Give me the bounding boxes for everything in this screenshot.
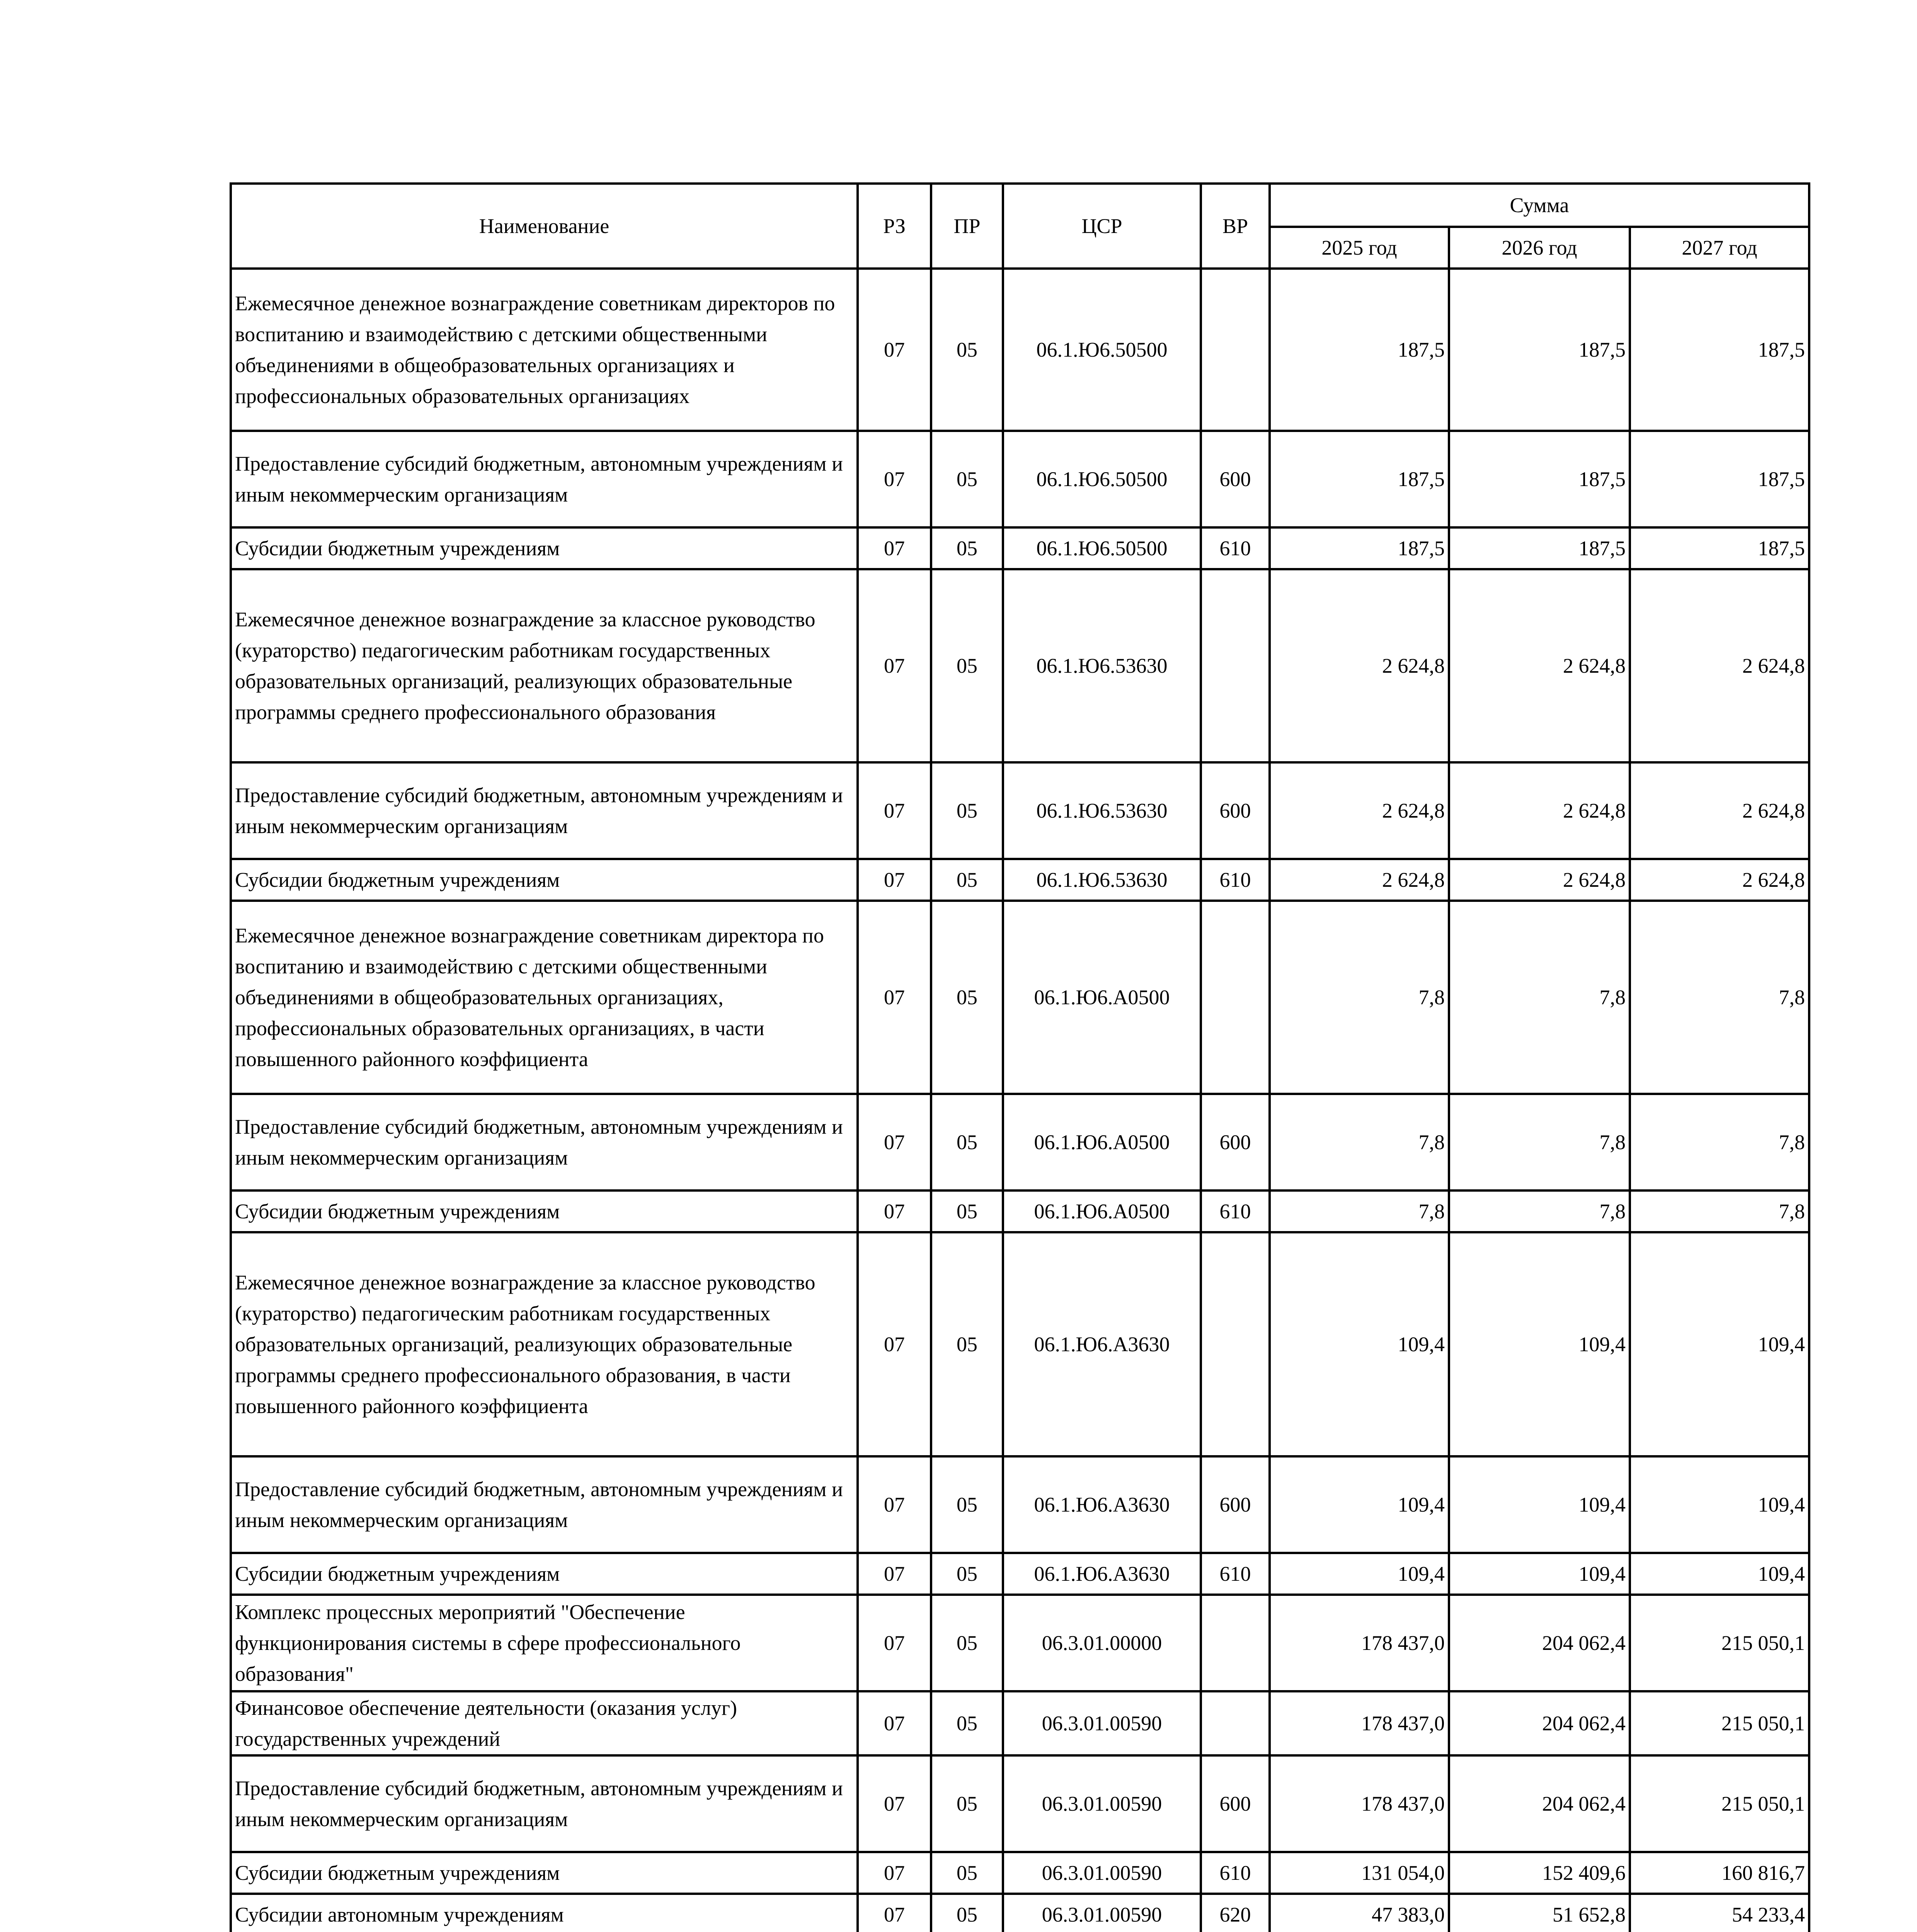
cell-2027: 7,8 xyxy=(1630,901,1809,1094)
cell-2025: 109,4 xyxy=(1270,1456,1449,1553)
cell-name: Предоставление субсидий бюджетным, автономным учреждениям и иным некоммерческим организациям xyxy=(231,1094,858,1190)
cell-vr xyxy=(1201,1691,1270,1755)
cell-vr xyxy=(1201,269,1270,431)
cell-2026: 204 062,4 xyxy=(1449,1691,1630,1755)
cell-vr: 600 xyxy=(1201,762,1270,859)
cell-rz: 07 xyxy=(858,901,931,1094)
cell-2026: 2 624,8 xyxy=(1449,859,1630,901)
cell-name: Предоставление субсидий бюджетным, автономным учреждениям и иным некоммерческим организациям xyxy=(231,431,858,527)
cell-2026: 51 652,8 xyxy=(1449,1894,1630,1932)
cell-2026: 187,5 xyxy=(1449,269,1630,431)
cell-pr: 05 xyxy=(931,1553,1003,1595)
cell-2027: 160 816,7 xyxy=(1630,1852,1809,1894)
cell-2027: 54 233,4 xyxy=(1630,1894,1809,1932)
cell-name: Комплекс процессных мероприятий "Обеспечение функционирования системы в сфере профессионального образования" xyxy=(231,1595,858,1691)
cell-2027: 109,4 xyxy=(1630,1553,1809,1595)
cell-2027: 215 050,1 xyxy=(1630,1691,1809,1755)
table-row xyxy=(231,901,1809,1094)
cell-pr: 05 xyxy=(931,431,1003,527)
cell-pr: 05 xyxy=(931,1190,1003,1232)
cell-pr: 05 xyxy=(931,1691,1003,1755)
cell-csr: 06.1.Ю6.А0500 xyxy=(1003,901,1201,1094)
cell-name: Финансовое обеспечение деятельности (оказания услуг) государственных учреждений xyxy=(231,1691,858,1755)
cell-rz: 07 xyxy=(858,1232,931,1456)
cell-2026: 187,5 xyxy=(1449,431,1630,527)
table-body xyxy=(231,269,1809,1932)
cell-csr: 06.3.01.00590 xyxy=(1003,1894,1201,1932)
cell-csr: 06.1.Ю6.А0500 xyxy=(1003,1094,1201,1190)
cell-pr: 05 xyxy=(931,901,1003,1094)
cell-vr xyxy=(1201,569,1270,762)
cell-rz: 07 xyxy=(858,1190,931,1232)
cell-csr: 06.1.Ю6.А3630 xyxy=(1003,1553,1201,1595)
cell-rz: 07 xyxy=(858,527,931,569)
cell-pr: 05 xyxy=(931,1852,1003,1894)
cell-csr: 06.3.01.00590 xyxy=(1003,1852,1201,1894)
cell-2025: 109,4 xyxy=(1270,1553,1449,1595)
cell-csr: 06.1.Ю6.50500 xyxy=(1003,527,1201,569)
cell-name: Предоставление субсидий бюджетным, автономным учреждениям и иным некоммерческим организациям xyxy=(231,762,858,859)
header-rz: РЗ xyxy=(858,184,931,269)
cell-2025: 131 054,0 xyxy=(1270,1852,1449,1894)
cell-rz: 07 xyxy=(858,1094,931,1190)
cell-csr: 06.3.01.00000 xyxy=(1003,1595,1201,1691)
table-row xyxy=(231,859,1809,901)
cell-name: Ежемесячное денежное вознаграждение за классное руководство (кураторство) педагогическим работникам государственных образовательных организаций, реализующих образовательные программы среднего профессионального образования xyxy=(231,569,858,762)
cell-2027: 2 624,8 xyxy=(1630,762,1809,859)
cell-2026: 152 409,6 xyxy=(1449,1852,1630,1894)
cell-name: Субсидии автономным учреждениям xyxy=(231,1894,858,1932)
cell-2025: 109,4 xyxy=(1270,1232,1449,1456)
cell-name: Субсидии бюджетным учреждениям xyxy=(231,859,858,901)
table-row xyxy=(231,1232,1809,1456)
cell-csr: 06.1.Ю6.53630 xyxy=(1003,569,1201,762)
header-name: Наименование xyxy=(231,184,858,269)
cell-pr: 05 xyxy=(931,527,1003,569)
cell-2026: 109,4 xyxy=(1449,1456,1630,1553)
cell-2026: 109,4 xyxy=(1449,1553,1630,1595)
cell-pr: 05 xyxy=(931,1894,1003,1932)
cell-pr: 05 xyxy=(931,1456,1003,1553)
cell-pr: 05 xyxy=(931,269,1003,431)
cell-2027: 215 050,1 xyxy=(1630,1755,1809,1852)
cell-2026: 187,5 xyxy=(1449,527,1630,569)
table-row xyxy=(231,269,1809,431)
cell-2027: 7,8 xyxy=(1630,1094,1809,1190)
cell-2026: 109,4 xyxy=(1449,1232,1630,1456)
cell-2025: 47 383,0 xyxy=(1270,1894,1449,1932)
cell-rz: 07 xyxy=(858,1755,931,1852)
cell-rz: 07 xyxy=(858,269,931,431)
cell-2026: 7,8 xyxy=(1449,1094,1630,1190)
header-year-2027: 2027 год xyxy=(1630,227,1809,269)
cell-vr: 610 xyxy=(1201,859,1270,901)
cell-pr: 05 xyxy=(931,1595,1003,1691)
cell-2027: 109,4 xyxy=(1630,1232,1809,1456)
cell-vr xyxy=(1201,1595,1270,1691)
cell-name: Субсидии бюджетным учреждениям xyxy=(231,1852,858,1894)
cell-2025: 2 624,8 xyxy=(1270,762,1449,859)
cell-2027: 187,5 xyxy=(1630,431,1809,527)
cell-csr: 06.1.Ю6.А0500 xyxy=(1003,1190,1201,1232)
cell-csr: 06.3.01.00590 xyxy=(1003,1755,1201,1852)
cell-2027: 2 624,8 xyxy=(1630,569,1809,762)
table-row xyxy=(231,1456,1809,1553)
header-csr: ЦСР xyxy=(1003,184,1201,269)
cell-2027: 187,5 xyxy=(1630,269,1809,431)
cell-name: Субсидии бюджетным учреждениям xyxy=(231,1553,858,1595)
cell-rz: 07 xyxy=(858,431,931,527)
cell-pr: 05 xyxy=(931,859,1003,901)
cell-2026: 7,8 xyxy=(1449,901,1630,1094)
cell-2027: 187,5 xyxy=(1630,527,1809,569)
cell-pr: 05 xyxy=(931,1094,1003,1190)
table-row xyxy=(231,1755,1809,1852)
cell-2025: 2 624,8 xyxy=(1270,569,1449,762)
cell-rz: 07 xyxy=(858,1595,931,1691)
cell-2026: 204 062,4 xyxy=(1449,1755,1630,1852)
cell-vr: 600 xyxy=(1201,431,1270,527)
cell-pr: 05 xyxy=(931,762,1003,859)
cell-rz: 07 xyxy=(858,1894,931,1932)
cell-name: Предоставление субсидий бюджетным, автономным учреждениям и иным некоммерческим организациям xyxy=(231,1755,858,1852)
cell-2025: 7,8 xyxy=(1270,1094,1449,1190)
table-row xyxy=(231,527,1809,569)
table-row xyxy=(231,1852,1809,1894)
cell-2025: 2 624,8 xyxy=(1270,859,1449,901)
cell-2025: 187,5 xyxy=(1270,269,1449,431)
budget-table xyxy=(230,182,1810,1932)
cell-rz: 07 xyxy=(858,569,931,762)
cell-rz: 07 xyxy=(858,859,931,901)
cell-csr: 06.1.Ю6.50500 xyxy=(1003,269,1201,431)
table-row xyxy=(231,1553,1809,1595)
cell-2025: 7,8 xyxy=(1270,1190,1449,1232)
table-row xyxy=(231,1094,1809,1190)
cell-vr: 610 xyxy=(1201,1190,1270,1232)
cell-pr: 05 xyxy=(931,569,1003,762)
cell-vr: 610 xyxy=(1201,1553,1270,1595)
table-row xyxy=(231,431,1809,527)
cell-2026: 2 624,8 xyxy=(1449,569,1630,762)
table-row xyxy=(231,1691,1809,1755)
cell-vr: 600 xyxy=(1201,1094,1270,1190)
cell-2027: 7,8 xyxy=(1630,1190,1809,1232)
cell-2027: 109,4 xyxy=(1630,1456,1809,1553)
cell-name: Ежемесячное денежное вознаграждение за классное руководство (кураторство) педагогическим работникам государственных образовательных организаций, реализующих образовательные программы среднего профессионального образования, в части повышенного районного коэффициента xyxy=(231,1232,858,1456)
cell-vr: 600 xyxy=(1201,1456,1270,1553)
cell-rz: 07 xyxy=(858,1852,931,1894)
table-row xyxy=(231,762,1809,859)
table-row xyxy=(231,569,1809,762)
header-vr: ВР xyxy=(1201,184,1270,269)
cell-2026: 7,8 xyxy=(1449,1190,1630,1232)
cell-2027: 215 050,1 xyxy=(1630,1595,1809,1691)
cell-csr: 06.3.01.00590 xyxy=(1003,1691,1201,1755)
table-row xyxy=(231,1894,1809,1932)
cell-csr: 06.1.Ю6.А3630 xyxy=(1003,1456,1201,1553)
cell-csr: 06.1.Ю6.50500 xyxy=(1003,431,1201,527)
header-year-2026: 2026 год xyxy=(1449,227,1630,269)
cell-pr: 05 xyxy=(931,1755,1003,1852)
cell-pr: 05 xyxy=(931,1232,1003,1456)
table-row xyxy=(231,1595,1809,1691)
cell-vr: 610 xyxy=(1201,1852,1270,1894)
cell-rz: 07 xyxy=(858,1553,931,1595)
cell-vr xyxy=(1201,1232,1270,1456)
cell-2025: 187,5 xyxy=(1270,431,1449,527)
cell-csr: 06.1.Ю6.53630 xyxy=(1003,859,1201,901)
cell-2027: 2 624,8 xyxy=(1630,859,1809,901)
table-row xyxy=(231,1190,1809,1232)
cell-name: Ежемесячное денежное вознаграждение советникам директоров по воспитанию и взаимодействию с детскими общественными объединениями в общеобразовательных организациях и профессиональных образовательных организациях xyxy=(231,269,858,431)
cell-name: Предоставление субсидий бюджетным, автономным учреждениям и иным некоммерческим организациям xyxy=(231,1456,858,1553)
cell-name: Ежемесячное денежное вознаграждение советникам директора по воспитанию и взаимодействию с детскими общественными объединениями в общеобразовательных организациях, профессиональных образовательных организациях, в части повышенного районного коэффициента xyxy=(231,901,858,1094)
cell-name: Субсидии бюджетным учреждениям xyxy=(231,527,858,569)
cell-2025: 7,8 xyxy=(1270,901,1449,1094)
header-year-2025: 2025 год xyxy=(1270,227,1449,269)
cell-2025: 178 437,0 xyxy=(1270,1755,1449,1852)
cell-csr: 06.1.Ю6.А3630 xyxy=(1003,1232,1201,1456)
cell-2026: 2 624,8 xyxy=(1449,762,1630,859)
cell-2025: 187,5 xyxy=(1270,527,1449,569)
cell-rz: 07 xyxy=(858,1691,931,1755)
header-pr: ПР xyxy=(931,184,1003,269)
cell-2025: 178 437,0 xyxy=(1270,1691,1449,1755)
cell-name: Субсидии бюджетным учреждениям xyxy=(231,1190,858,1232)
cell-vr xyxy=(1201,901,1270,1094)
cell-rz: 07 xyxy=(858,762,931,859)
cell-vr: 620 xyxy=(1201,1894,1270,1932)
cell-rz: 07 xyxy=(858,1456,931,1553)
cell-2025: 178 437,0 xyxy=(1270,1595,1449,1691)
cell-csr: 06.1.Ю6.53630 xyxy=(1003,762,1201,859)
header-sum: Сумма xyxy=(1270,184,1809,227)
cell-vr: 600 xyxy=(1201,1755,1270,1852)
cell-2026: 204 062,4 xyxy=(1449,1595,1630,1691)
cell-vr: 610 xyxy=(1201,527,1270,569)
